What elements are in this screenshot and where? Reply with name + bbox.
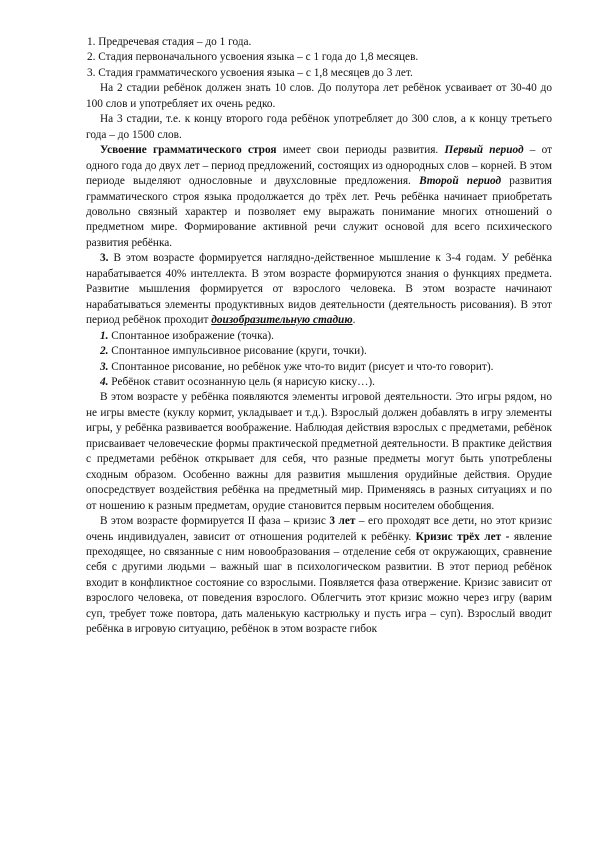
second-period-label: Второй период <box>419 175 502 188</box>
paragraph-section-3: 3. В этом возрасте формируется наглядно-действенное мышление к 3-4 годам. У ребёнка нарабатывается 40% интеллекта. В этом возрасте формируются знания о функциях предмета. Развитие мышления формируется от взрослого человека. В этом возрасте начинают нарабатываться элементы продуктивных видов деятельности (деятельность рисования). В этот период ребёнок проходит доизобразительную стадию. <box>86 252 552 327</box>
section-number: 3. <box>100 252 109 265</box>
drawing-stage-item-2: 2. Спонтанное импульсивное рисование (круги, точки). <box>100 345 367 358</box>
stage-item-1: 1. Предречевая стадия – до 1 года. <box>87 36 252 48</box>
pre-drawing-stage-term: доизобразительную стадию <box>211 314 353 327</box>
drawing-stage-item-4: 4. Ребёнок ставит осознанную цель (я нарисую киску…). <box>100 375 375 388</box>
crisis-three-years-label: Кризис трёх лет - <box>415 530 510 543</box>
paragraph-stage-2: На 2 стадии ребёнок должен знать 10 слов. До полутора лет ребёнок усваивает от 30-40 до 100 слов и употребляет их очень редко. <box>86 82 552 110</box>
drawing-stage-item-3: 3. Спонтанное рисование, но ребёнок уже что-то видит (рисует и что-то говорит). <box>100 360 494 373</box>
paragraph-stage-3: На 3 стадии, т.е. к концу второго года ребёнок употребляет до 300 слов, а к концу третьего года – до 1500 слов. <box>86 113 552 141</box>
paragraph-play-activity: В этом возрасте у ребёнка появляются элементы игровой деятельности. Это игры рядом, но не игры вместе (куклу кормит, укладывает и т.д.). Взрослый должен добавлять в игру элементы игры, у ребёнка развивается воображение. Наблюдая действия взрослых с предметами, ребёнок присваивает человеческие формы практической предметной деятельности. В практике действия с предметами ребёнок открывает для себя, что разные предметы могут быть употреблены сходным образом. Особенно важны для развития мышления орудийные действия. Орудие опосредствует воздействия ребёнка на предметный мир. Применяясь в разных ситуациях и по от ношению к разным предметам, орудие становится первым носителем обобщения. <box>86 391 552 512</box>
document-page <box>86 35 552 638</box>
paragraph-grammar: Усвоение грамматического строя имеет свои периоды развития. Первый период – от одного года до двух лет – период предложений, состоящих из однородных слов – корней. В этом периоде выделяют однословные и двухсловные предложения. Второй период развития грамматического строя языка продолжается до трёх лет. Речь ребёнка начинает приобретать довольно связный характер и позволяет ему выражать понимание многих отношений о предметном мире. Формирование активной речи служит основой для всего психического развития ребёнка. <box>86 144 553 249</box>
drawing-stage-item-1: 1. Спонтанное изображение (точка). <box>100 329 274 342</box>
stage-item-3: 3. Стадия грамматического усвоения языка – с 1,8 месяцев до 3 лет. <box>87 66 413 79</box>
grammar-heading: Усвоение грамматического строя <box>100 144 277 157</box>
stage-item-2: 2. Стадия первоначального усвоения языка – с 1 года до 1,8 месяцев. <box>87 51 419 64</box>
paragraph-crisis: В этом возрасте формируется II фаза – кризис 3 лет – его проходят все дети, но этот кризис очень индивидуален, зависит от отношения родителей к ребёнку. Кризис трёх лет - явление преходящее, но связанные с ним новообразования – отделение себя от окружающих, сравнение себя с другими людьми – важный шаг в психологическом развитии. В этот период ребёнок входит в конфликтное состояние со взрослыми. Появляется фаза отвержение. Кризис зависит от взрослого человека, от поведения взрослого. Облегчить этот кризис можно через игру (варим суп, требует тоже повтора, дать маленькую кастрюльку и пусть игра – суп). Взрослый вводит ребёнка в игровую ситуацию, ребёнок в этом возрасте гибок <box>86 515 553 636</box>
first-period-label: Первый период <box>444 144 524 157</box>
